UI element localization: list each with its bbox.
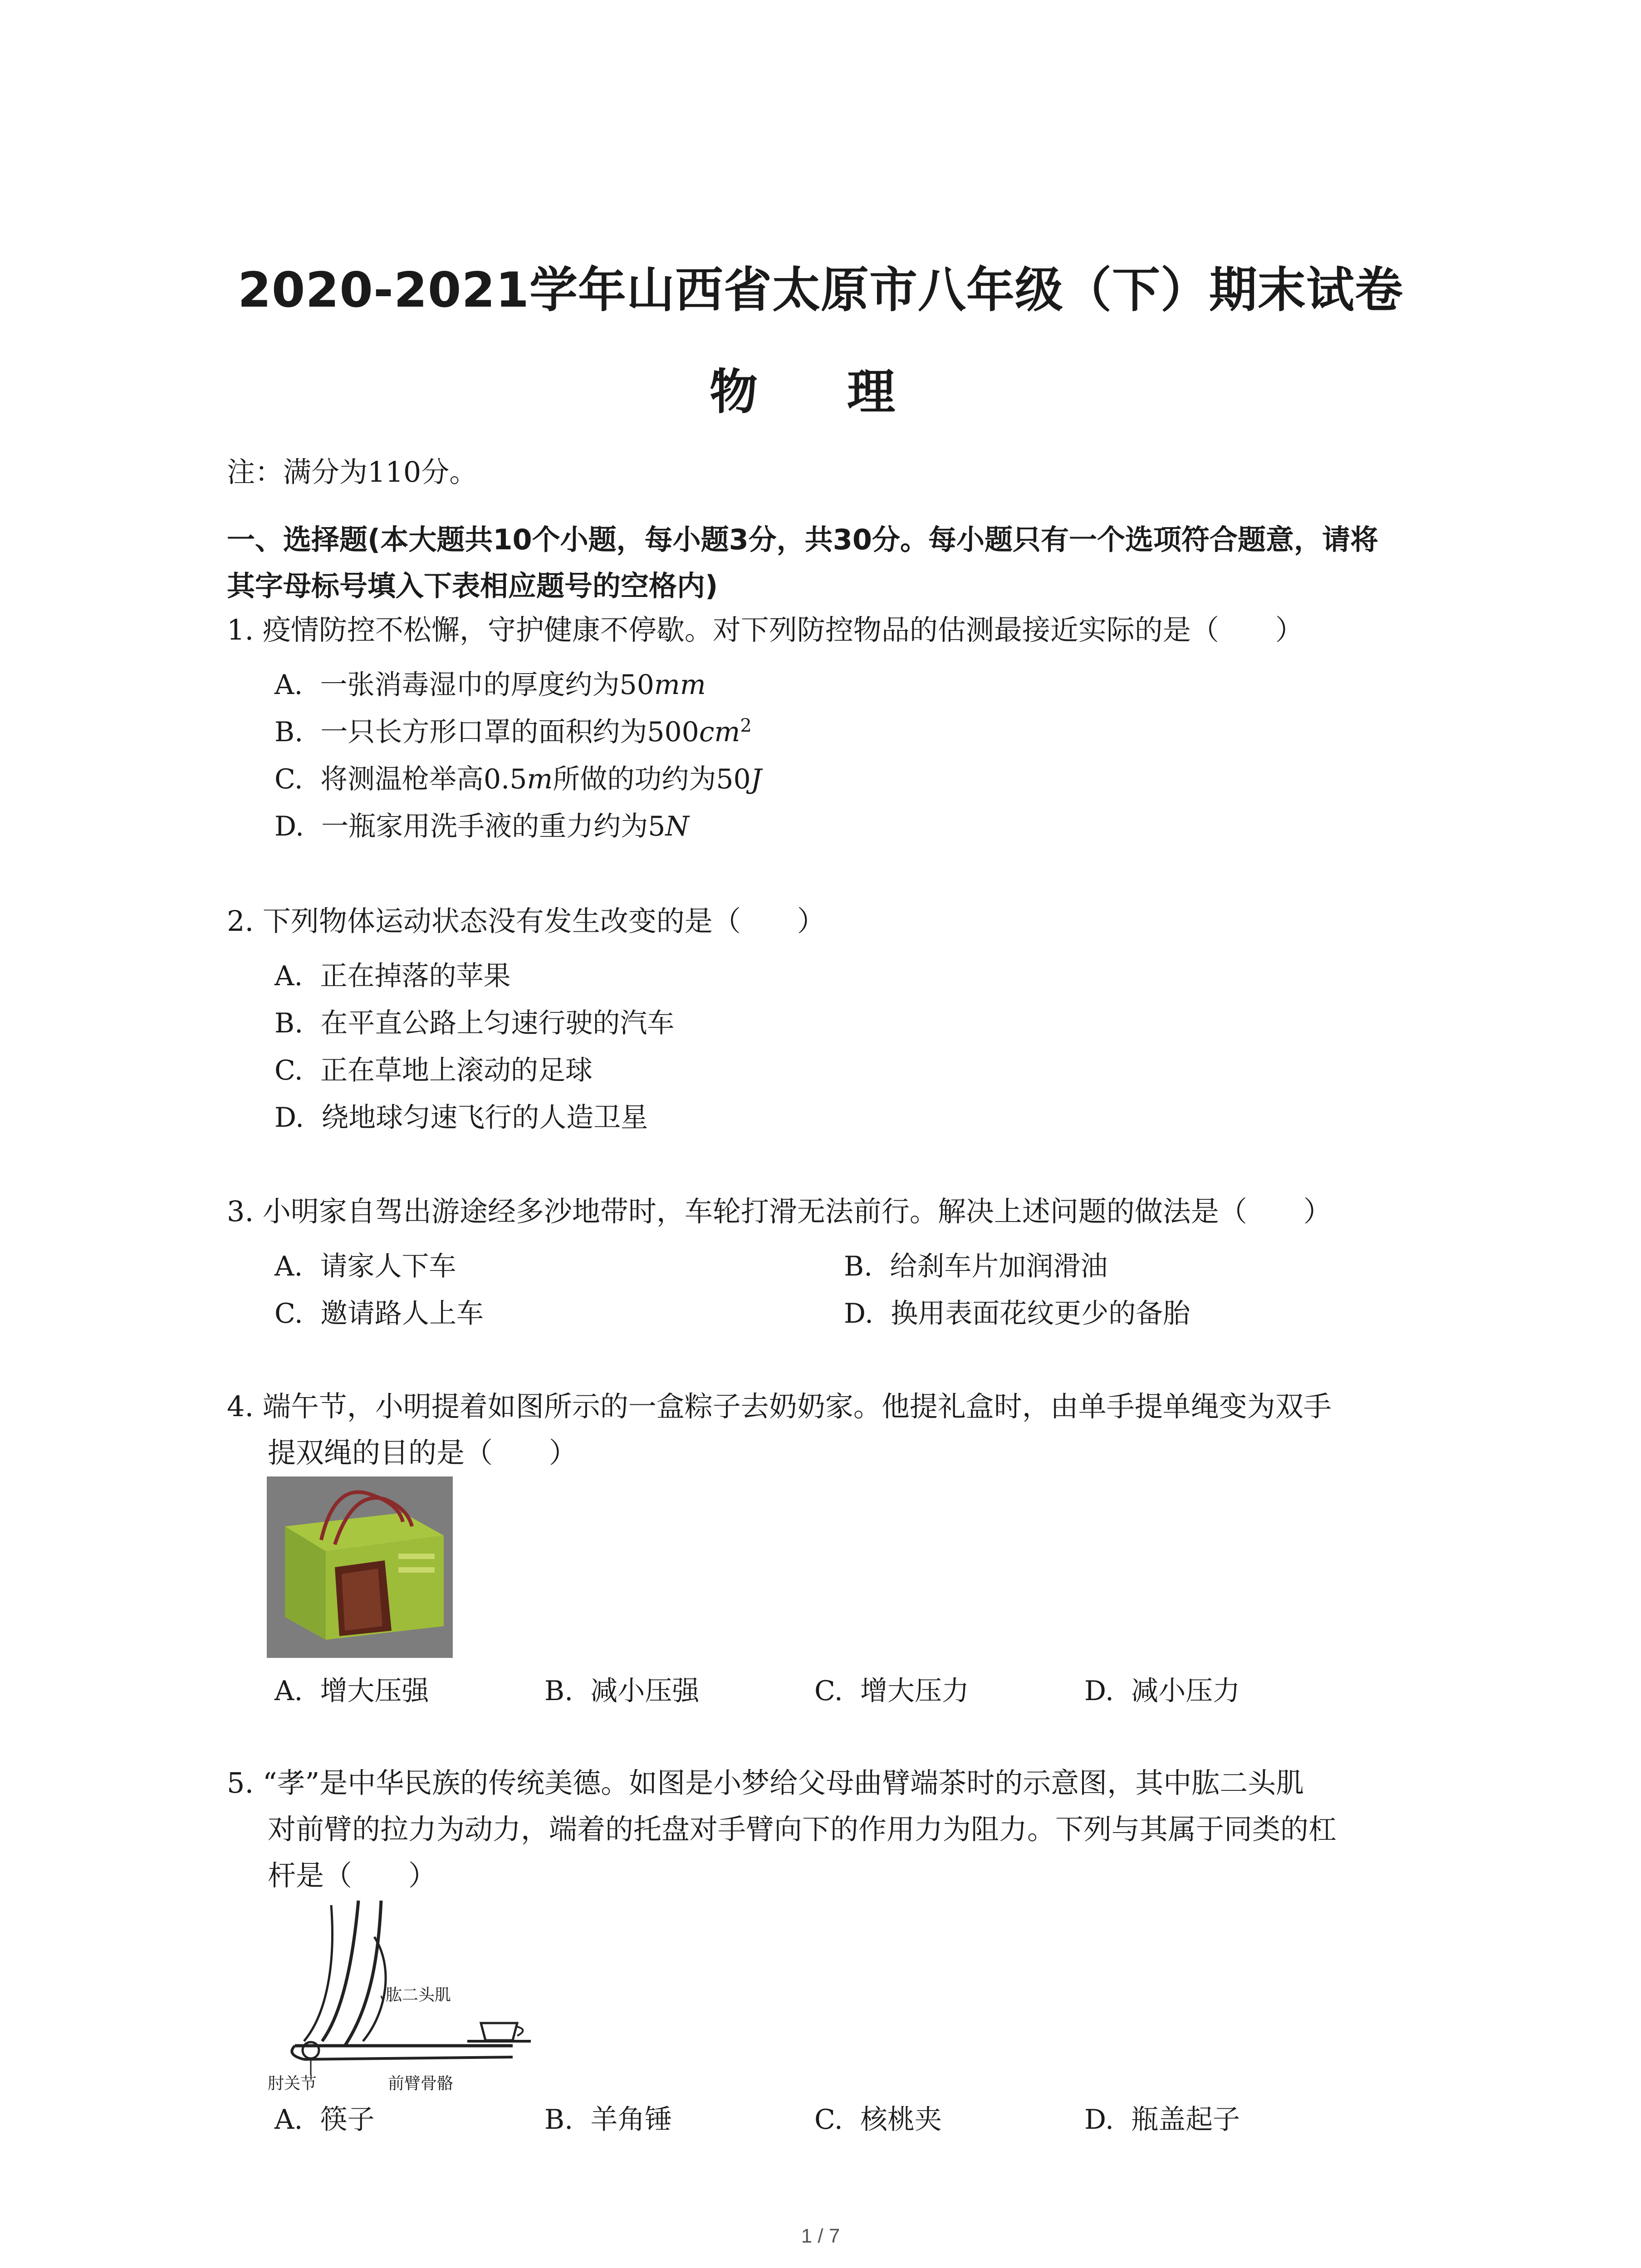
q5-stem-line3: 杆是（ ） [268, 1859, 437, 1892]
page-title: 2020-2021学年山西省太原市八年级（下）期末试卷 [237, 262, 1404, 318]
q3-option-d: D. 换用表面花纹更少的备胎 [844, 1298, 1190, 1330]
q1-option-b: B. 一只长方形口罩的面积约为$500cm^2$ [274, 715, 752, 748]
q2-option-c: C. 正在草地上滚动的足球 [274, 1055, 593, 1086]
score-note: 注：满分为110分。 [227, 455, 478, 489]
label-forearm-bone: 前臂骨骼 [388, 2074, 454, 2093]
q4-stem-line1: 4. 端午节，小明提着如图所示的一盒粽子去奶奶家。他提礼盒时，由单手提单绳变为双手 [227, 1390, 1332, 1423]
q3-stem: 3. 小明家自驾出游途经多沙地带时，车轮打滑无法前行。解决上述问题的做法是（ ） [227, 1195, 1332, 1228]
gift-box-illustration [267, 1476, 453, 1658]
q5-stem-line2: 对前臂的拉力为动力，端着的托盘对手臂向下的作用力为阻力。下列与其属于同类的杠 [268, 1813, 1337, 1846]
q5-option-b: B. 羊角锤 [544, 2104, 672, 2136]
q2-option-d: D. 绕地球匀速飞行的人造卫星 [274, 1102, 648, 1134]
q5-stem-line1: 5. “孝”是中华民族的传统美德。如图是小梦给父母曲臂端茶时的示意图，其中肱二头肌 [227, 1766, 1304, 1799]
q1-option-a: A. 一张消毒湿巾的厚度约为50mm [274, 669, 706, 701]
section-heading-line2: 其字母标号填入下表相应题号的空格内) [227, 569, 718, 602]
q3-option-c: C. 邀请路人上车 [274, 1298, 484, 1330]
q4-option-a: A. 增大压强 [274, 1675, 429, 1707]
zongzi-gift-box-figure [267, 1476, 453, 1658]
subject-title: 物 理 [710, 364, 931, 420]
q4-option-c: C. 增大压力 [814, 1675, 969, 1707]
q4-option-d: D. 减小压力 [1084, 1675, 1240, 1707]
label-elbow-joint: 肘关节 [268, 2074, 317, 2093]
arm-lever-figure [268, 1896, 540, 2093]
q5-option-a: A. 筷子 [274, 2104, 375, 2136]
q2-stem: 2. 下列物体运动状态没有发生改变的是（ ） [227, 904, 825, 938]
page-number: 1 / 7 [801, 2225, 840, 2247]
q5-option-d: D. 瓶盖起子 [1084, 2104, 1240, 2136]
q1-option-d: D. 一瓶家用洗手液的重力约为5N [274, 811, 689, 842]
q3-option-b: B. 给刹车片加润滑油 [844, 1251, 1108, 1282]
q1-stem: 1. 疫情防控不松懈，守护健康不停歇。对下列防控物品的估测最接近实际的是（ ） [227, 613, 1303, 646]
q4-option-b: B. 减小压强 [544, 1675, 700, 1707]
label-biceps: 肱二头肌 [386, 1986, 451, 2004]
q1-option-c: C. 将测温枪举高0.5m所做的功约为50J [274, 763, 762, 795]
q4-stem-line2: 提双绳的目的是（ ） [268, 1436, 578, 1469]
q5-option-c: C. 核桃夹 [814, 2104, 942, 2136]
q2-option-a: A. 正在掉落的苹果 [274, 960, 511, 992]
q2-option-b: B. 在平直公路上匀速行驶的汽车 [274, 1007, 675, 1039]
q3-option-a: A. 请家人下车 [274, 1251, 456, 1282]
section-heading-line1: 一、选择题(本大题共10个小题，每小题3分，共30分。每小题只有一个选项符合题意，请将 [227, 523, 1379, 556]
